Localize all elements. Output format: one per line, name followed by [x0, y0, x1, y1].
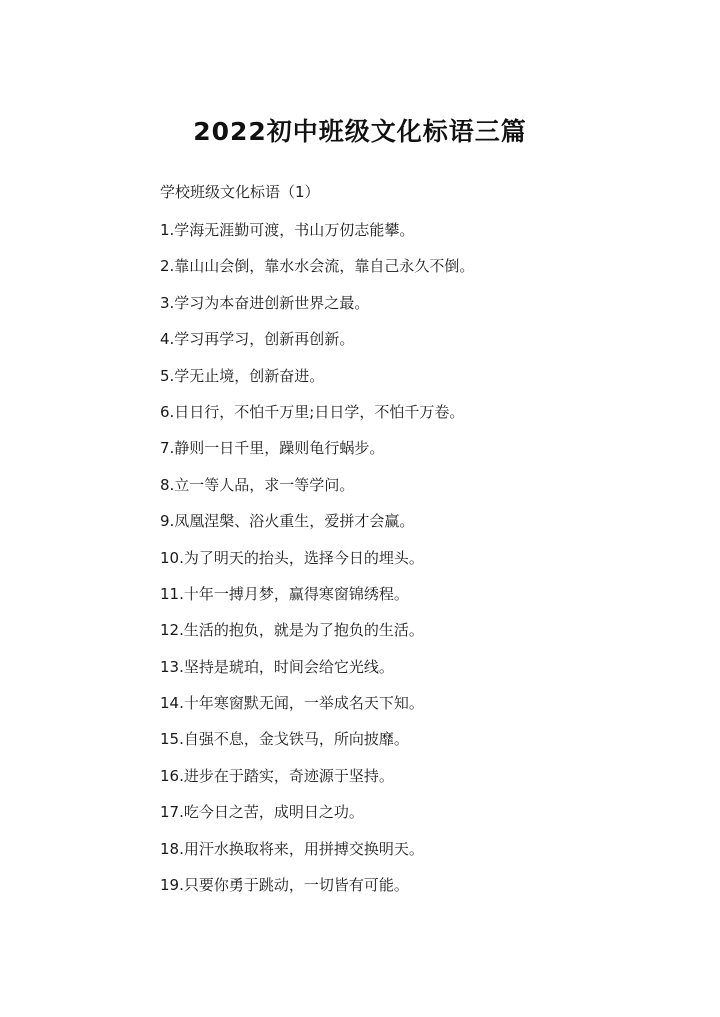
slogan-item: 15.自强不息，金戈铁马，所向披靡。 [160, 730, 409, 749]
slogan-item: 16.进步在于踏实，奇迹源于坚持。 [160, 766, 394, 785]
slogan-item: 14.十年寒窗默无闻，一举成名天下知。 [160, 694, 424, 713]
slogan-item: 10.为了明天的抬头，选择今日的埋头。 [160, 548, 424, 567]
slogan-item: 4.学习再学习，创新再创新。 [160, 330, 355, 349]
slogan-item: 18.用汗水换取将来，用拼搏交换明天。 [160, 839, 424, 858]
section-heading: 学校班级文化标语（1） [160, 183, 320, 201]
slogan-item: 3.学习为本奋进创新世界之最。 [160, 293, 370, 312]
slogan-item: 12.生活的抱负，就是为了抱负的生活。 [160, 621, 424, 640]
slogan-item: 2.靠山山会倒，靠水水会流，靠自己永久不倒。 [160, 257, 475, 276]
slogan-item: 8.立一等人品，求一等学问。 [160, 475, 355, 494]
slogan-item: 6.日日行，不怕千万里;日日学，不怕千万卷。 [160, 402, 465, 421]
slogan-list [160, 220, 474, 911]
document-title: 2022初中班级文化标语三篇 [193, 117, 527, 146]
slogan-item: 7.静则一日千里，躁则龟行蜗步。 [160, 439, 385, 458]
slogan-item: 17.吃今日之苦，成明日之功。 [160, 803, 364, 822]
slogan-item: 13.坚持是琥珀，时间会给它光线。 [160, 657, 394, 676]
slogan-item: 5.学无止境，创新奋进。 [160, 366, 325, 385]
slogan-item: 1.学海无涯勤可渡，书山万仞志能攀。 [160, 221, 415, 239]
slogan-item: 19.只要你勇于跳动，一切皆有可能。 [160, 876, 409, 895]
slogan-item: 11.十年一搏月梦，赢得寒窗锦绣程。 [160, 584, 409, 603]
slogan-item: 9.凤凰涅槃、浴火重生，爱拼才会赢。 [160, 512, 415, 531]
